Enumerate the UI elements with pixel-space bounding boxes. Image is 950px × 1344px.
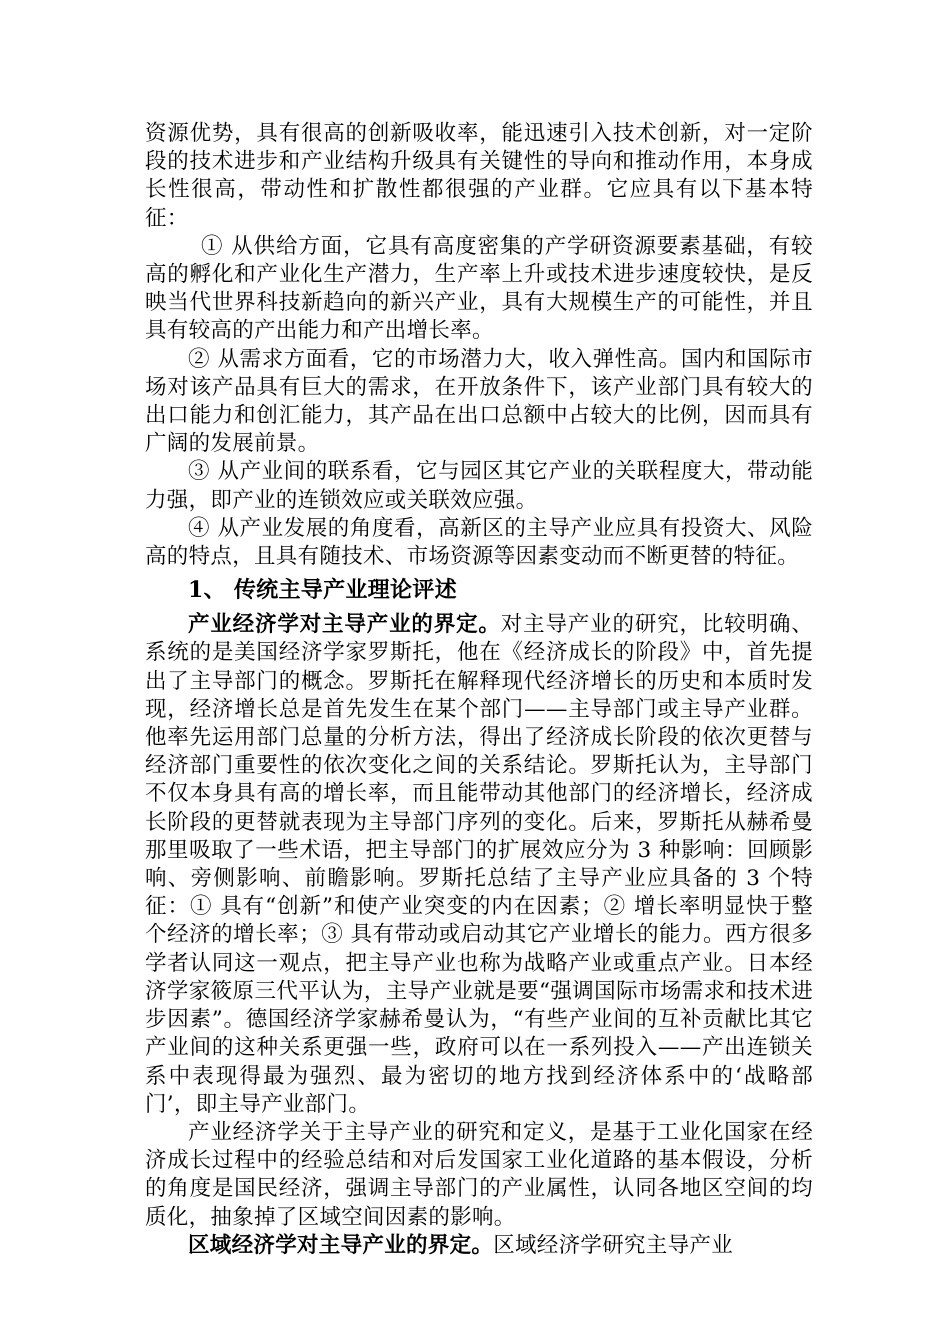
paragraph-regional-economics [145, 1232, 813, 1260]
paragraph-demand-feature: ② 从需求方面看，它的市场潜力大，收入弹性高。国内和国际市场对该产品具有巨大的需求，在开放条件下，该产业部门具有较大的出口能力和创汇能力，其产品在出口总额中占较大的比例，因而具有广阔的发展前景。 [145, 346, 813, 457]
paragraph-body-regional: 区域经济学研究主导产业 [493, 1232, 734, 1258]
paragraph-body-industrial: 对主导产业的研究，比较明确、系统的是美国经济学家罗斯托，他在《经济成长的阶段》中，首先提出了主导部门的概念。罗斯托在解释现代经济增长的历史和本质时发现，经济增长总是首先发生在某个部门——主导部门或主导产业群。他率先运用部门总量的分析方法，得出了经济成长阶段的依次更替与经济部门重要性的依次变化之间的关系结论。罗斯托认为，主导部门不仅本身具有高的增长率，而且能带动其他部门的经济增长，经济成长阶段的更替就表现为主导部门序列的变化。后来，罗斯托从赫希曼那里吸取了一些术语，把主导部门的扩展效应分为 3 种影响：回顾影响、旁侧影响、前瞻影响。罗斯托总结了主导产业应具备的 3 个特征：① 具有“创新”和使产业突变的内在因素；② 增长率明显快于整个经济的增长率；③ 具有带动或启动其它产业增长的能力。西方很多学者认同这一观点，把主导产业也称为战略产业或重点产业。日本经济学家筱原三代平认为，主导产业就是要“强调国际市场需求和技术进步因素”。德国经济学家赫希曼认为，“有些产业间的互补贡献比其它产业间的这种关系更强一些，政府可以在一系列投入——产出连锁关系中表现得最为强烈、最为密切的地方找到经济体系中的‘战略部门’，即主导产业部门。 [145, 612, 814, 1117]
section-heading: 1、 传统主导产业理论评述 [188, 577, 457, 604]
paragraph-supply-feature: ① 从供给方面，它具有高度密集的产学研资源要素基础，有较高的孵化和产业化生产潜力，生产率上升或技术进步速度较快，是反映当代世界科技新趋向的新兴产业，具有大规模生产的可能性，并且具有较高的产出能力和产出增长率。 [145, 233, 813, 344]
paragraph-industrial-economics [145, 611, 813, 1119]
paragraph-lead-regional: 区域经济学对主导产业的界定。 [188, 1232, 494, 1258]
paragraph-development-feature: ④ 从产业发展的角度看，高新区的主导产业应具有投资大、风险高的特点，且具有随技术、市场资源等因素变动而不断更替的特征。 [145, 515, 813, 570]
paragraph-industrial-summary: 产业经济学关于主导产业的研究和定义，是基于工业化国家在经济成长过程中的经验总结和对后发国家工业化道路的基本假设，分析的角度是国民经济，强调主导部门的产业属性，认同各地区空间的均质化，抽象掉了区域空间因素的影响。 [145, 1119, 813, 1230]
paragraph-lead-industrial: 产业经济学对主导产业的界定。 [188, 612, 501, 638]
paragraph-linkage-feature: ③ 从产业间的联系看，它与园区其它产业的关联程度大，带动能力强，即产业的连锁效应或关联效应强。 [145, 459, 813, 513]
document-page [145, 120, 813, 1260]
paragraph-resource-advantage: 资源优势，具有很高的创新吸收率，能迅速引入技术创新，对一定阶段的技术进步和产业结构升级具有关键性的导向和推动作用，本身成长性很高，带动性和扩散性都很强的产业群。它应具有以下基本特征： [145, 121, 813, 231]
